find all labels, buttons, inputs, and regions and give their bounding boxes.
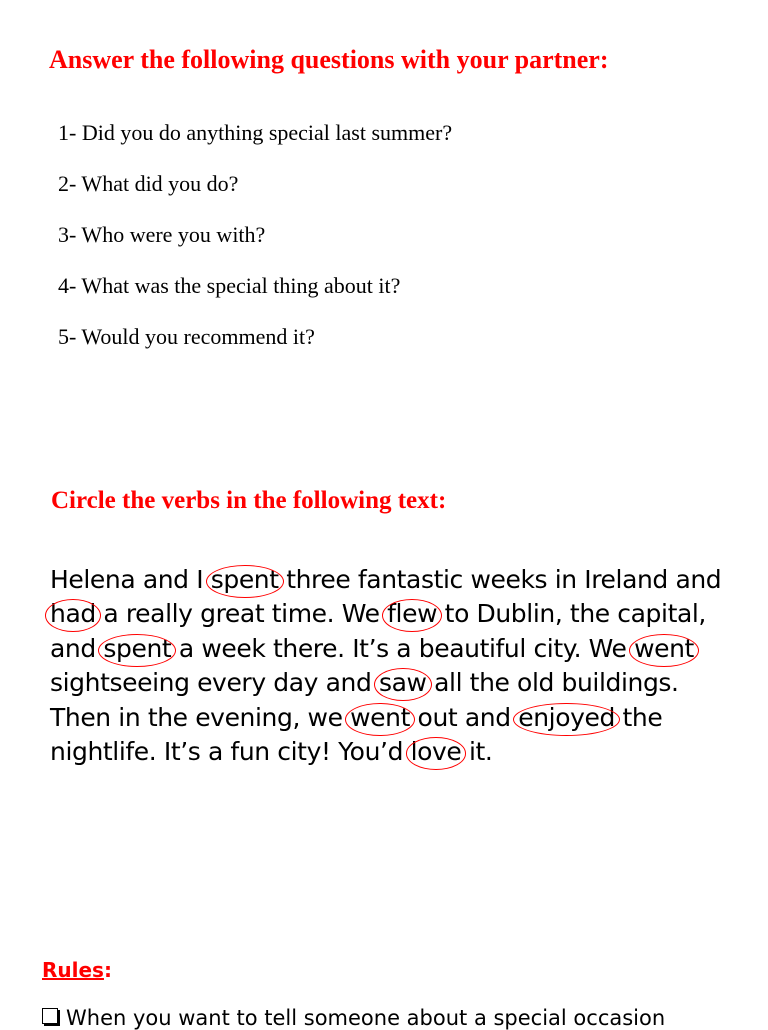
circled-verb: went [634, 633, 694, 663]
passage-line [50, 666, 766, 700]
checkbox-icon [42, 1008, 58, 1024]
passage-text: three fantastic weeks in Ireland and [278, 565, 722, 594]
passage-line [50, 563, 766, 597]
circled-verb: love [410, 736, 462, 766]
circled-verb: saw [378, 668, 427, 698]
passage-line [50, 701, 766, 735]
passage-line [50, 597, 766, 631]
circle-verbs-heading: Circle the verbs in the following text: [51, 487, 447, 514]
rules-heading [42, 958, 112, 982]
passage-text: a week there. It’s a beautiful city. We [171, 633, 635, 663]
question-item: 4- What was the special thing about it? [58, 273, 401, 298]
passage-text: nightlife. It’s a fun city! You’d [50, 736, 411, 766]
rule-item-text: When you want to tell someone about a special occasion [66, 1006, 666, 1030]
question-item: 5- Would you recommend it? [58, 324, 315, 349]
passage-text: out and [410, 702, 519, 732]
reading-passage [50, 563, 766, 769]
circled-verb: had [50, 599, 96, 629]
passage-text: Then in the evening, we [50, 702, 351, 732]
rules-title-text: Rules [42, 958, 104, 982]
passage-text: a really great time. We [95, 599, 388, 629]
circled-verb: spent [210, 565, 279, 594]
passage-line [50, 632, 766, 666]
circled-verb: flew [387, 599, 438, 629]
passage-text: Helena and I [50, 565, 211, 594]
circled-verb: enjoyed [518, 702, 615, 732]
question-item: 3- Who were you with? [58, 222, 266, 247]
circled-verb: spent [103, 633, 172, 663]
passage-text: the [614, 702, 663, 732]
question-list [58, 120, 452, 375]
passage-text: sightseeing every day and [50, 668, 379, 698]
passage-text: and [50, 633, 104, 663]
circled-verb: went [350, 702, 411, 732]
passage-line [50, 735, 766, 769]
rules-title-colon: : [103, 958, 112, 982]
passage-text: all the old buildings. [426, 668, 679, 698]
rule-item [42, 1006, 665, 1030]
passage-text: it. [461, 736, 493, 766]
question-item: 2- What did you do? [58, 171, 239, 196]
question-item: 1- Did you do anything special last summer? [58, 120, 453, 145]
questions-heading: Answer the following questions with your partner: [49, 45, 609, 74]
passage-text: to Dublin, the capital, [437, 599, 706, 629]
